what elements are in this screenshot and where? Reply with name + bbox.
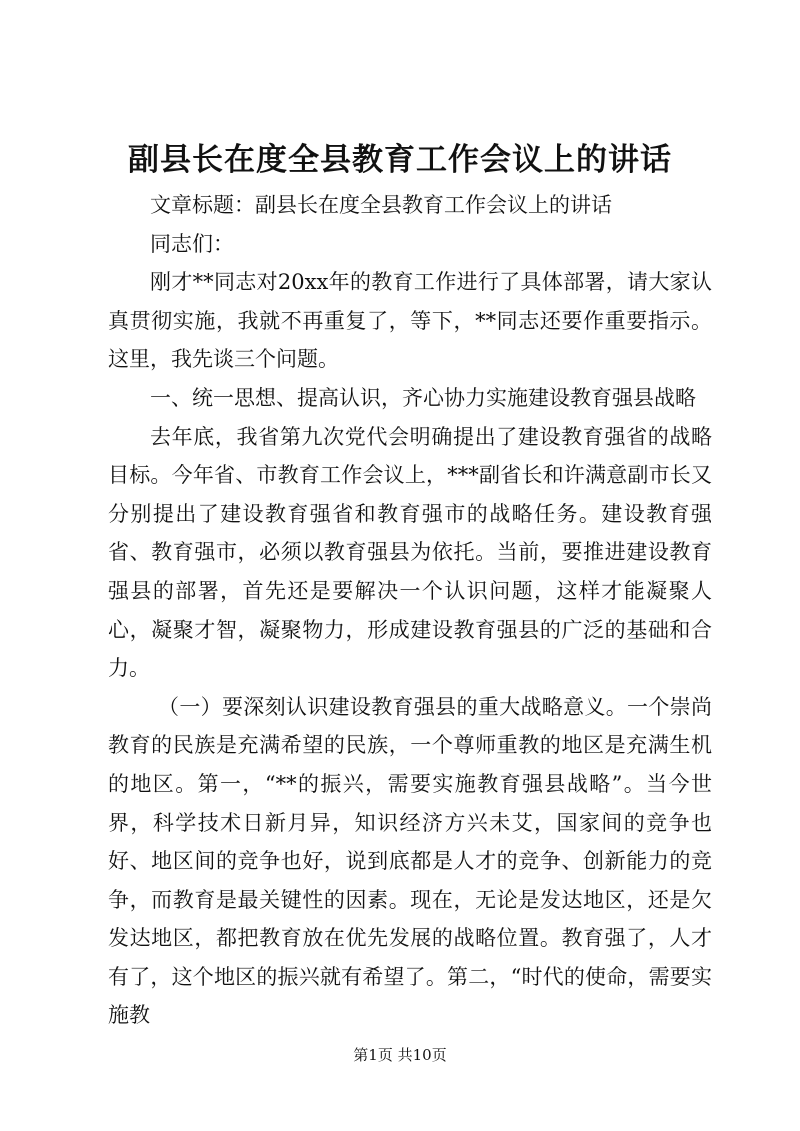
paragraph-significance: （一）要深刻认识建设教育强县的重大战略意义。一个崇尚教育的民族是充满希望的民族，一个尊师重教的地区是充满生机的地区。第一，“**的振兴，需要实施教育强县战略”。当今世界，科学技术日新月异，知识经济方兴未艾，国家间的竞争也好、地区间的竞争也好，说到底都是人才的竞争、创新能力的竞争，而教育是最关键性的因素。现在，无论是发达地区，还是欠发达地区，都把教育放在优先发展的战略位置。教育强了，人才有了，这个地区的振兴就有希望了。第二，“时代的使命，需要实施教: [108, 694, 712, 1028]
paragraph-intro: 刚才**同志对20xx年的教育工作进行了具体部署，请大家认真贯彻实施，我就不再重复了，等下，**同志还要作重要指示。这里，我先谈三个问题。: [108, 270, 712, 372]
paragraph-background: 去年底，我省第九次党代会明确提出了建设教育强省的战略目标。今年省、市教育工作会议上，***副省长和许满意副市长又分别提出了建设教育强省和教育强市的战略任务。建设教育强省、教育强市，必须以教育强县为依托。当前，要推进建设教育强县的部署，首先还是要解决一个认识问题，这样才能凝聚人心，凝聚才智，凝聚物力，形成建设教育强县的广泛的基础和合力。: [108, 424, 712, 681]
page-footer: 第1页 共10页: [353, 1046, 447, 1064]
section-heading-1: 一、统一思想、提高认识，齐心协力实施建设教育强县战略: [150, 385, 696, 410]
document-title: 副县长在度全县教育工作会议上的讲话: [128, 142, 672, 178]
document-body: [108, 186, 712, 1035]
salutation: 同志们：: [150, 231, 234, 256]
article-title-line: 文章标题：副县长在度全县教育工作会议上的讲话: [150, 193, 612, 217]
